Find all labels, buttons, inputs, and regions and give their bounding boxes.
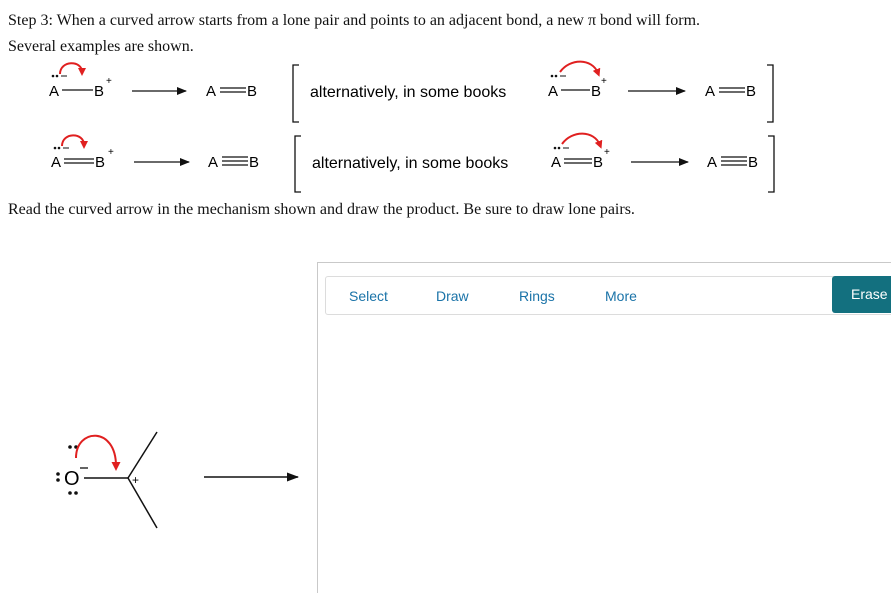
atom-a: A — [208, 154, 219, 171]
drawing-widget — [317, 262, 891, 593]
plus-charge: + — [108, 147, 114, 158]
atom-a: A — [51, 154, 62, 171]
examples-figure — [0, 0, 891, 200]
atom-a: A — [551, 154, 562, 171]
curved-arrow-icon — [562, 134, 600, 145]
tab-rings[interactable]: Rings — [519, 288, 555, 304]
lone-pair-top — [68, 445, 72, 449]
methyl-bond-upper — [128, 432, 157, 478]
atom-b: B — [748, 154, 759, 171]
curved-arrow-icon — [560, 62, 598, 73]
atom-b: B — [249, 154, 260, 171]
atom-a: A — [548, 83, 559, 100]
left-bracket — [293, 65, 299, 122]
erase-button[interactable]: Erase — [832, 276, 891, 313]
task-instruction: Read the curved arrow in the mechanism shown and draw the product. Be sure to draw lone pairs. — [8, 201, 635, 218]
tab-draw[interactable]: Draw — [436, 288, 469, 304]
right-bracket — [768, 136, 774, 192]
atom-b: B — [95, 154, 106, 171]
alternative-note: alternatively, in some books — [312, 155, 509, 172]
examples-intro: Several examples are shown. — [8, 38, 194, 55]
curved-arrow-icon — [60, 63, 82, 74]
curved-arrow-icon — [76, 436, 116, 466]
tab-more[interactable]: More — [605, 288, 637, 304]
left-bracket — [295, 136, 301, 192]
plus-charge: + — [106, 76, 112, 87]
plus-charge: + — [601, 76, 607, 87]
right-bracket — [767, 65, 773, 122]
example-row-1 — [49, 62, 773, 122]
tab-select[interactable]: Select — [349, 288, 388, 304]
lone-pair-dots — [52, 75, 59, 78]
carbocation-charge: + — [132, 473, 140, 487]
atom-b: B — [746, 83, 757, 100]
curved-arrow-icon — [62, 135, 84, 146]
drawing-toolbar — [325, 276, 891, 315]
atom-a: A — [707, 154, 718, 171]
atom-a: A — [206, 83, 217, 100]
atom-b: B — [247, 83, 258, 100]
atom-b: B — [591, 83, 602, 100]
drawing-canvas[interactable] — [318, 315, 891, 595]
atom-a: A — [49, 83, 60, 100]
atom-b: B — [593, 154, 604, 171]
atom-b: B — [94, 83, 105, 100]
mechanism-figure — [0, 420, 310, 560]
step-instruction: Step 3: When a curved arrow starts from a lone pair and points to an adjacent bond, a new π bond will form. — [8, 12, 701, 29]
atom-a: A — [705, 83, 716, 100]
lone-pair-bottom — [68, 491, 72, 495]
example-row-2 — [51, 134, 774, 192]
plus-charge: + — [604, 147, 610, 158]
oxygen-atom: O — [64, 468, 80, 490]
alternative-note: alternatively, in some books — [310, 84, 507, 101]
lone-pair-left — [56, 472, 60, 476]
